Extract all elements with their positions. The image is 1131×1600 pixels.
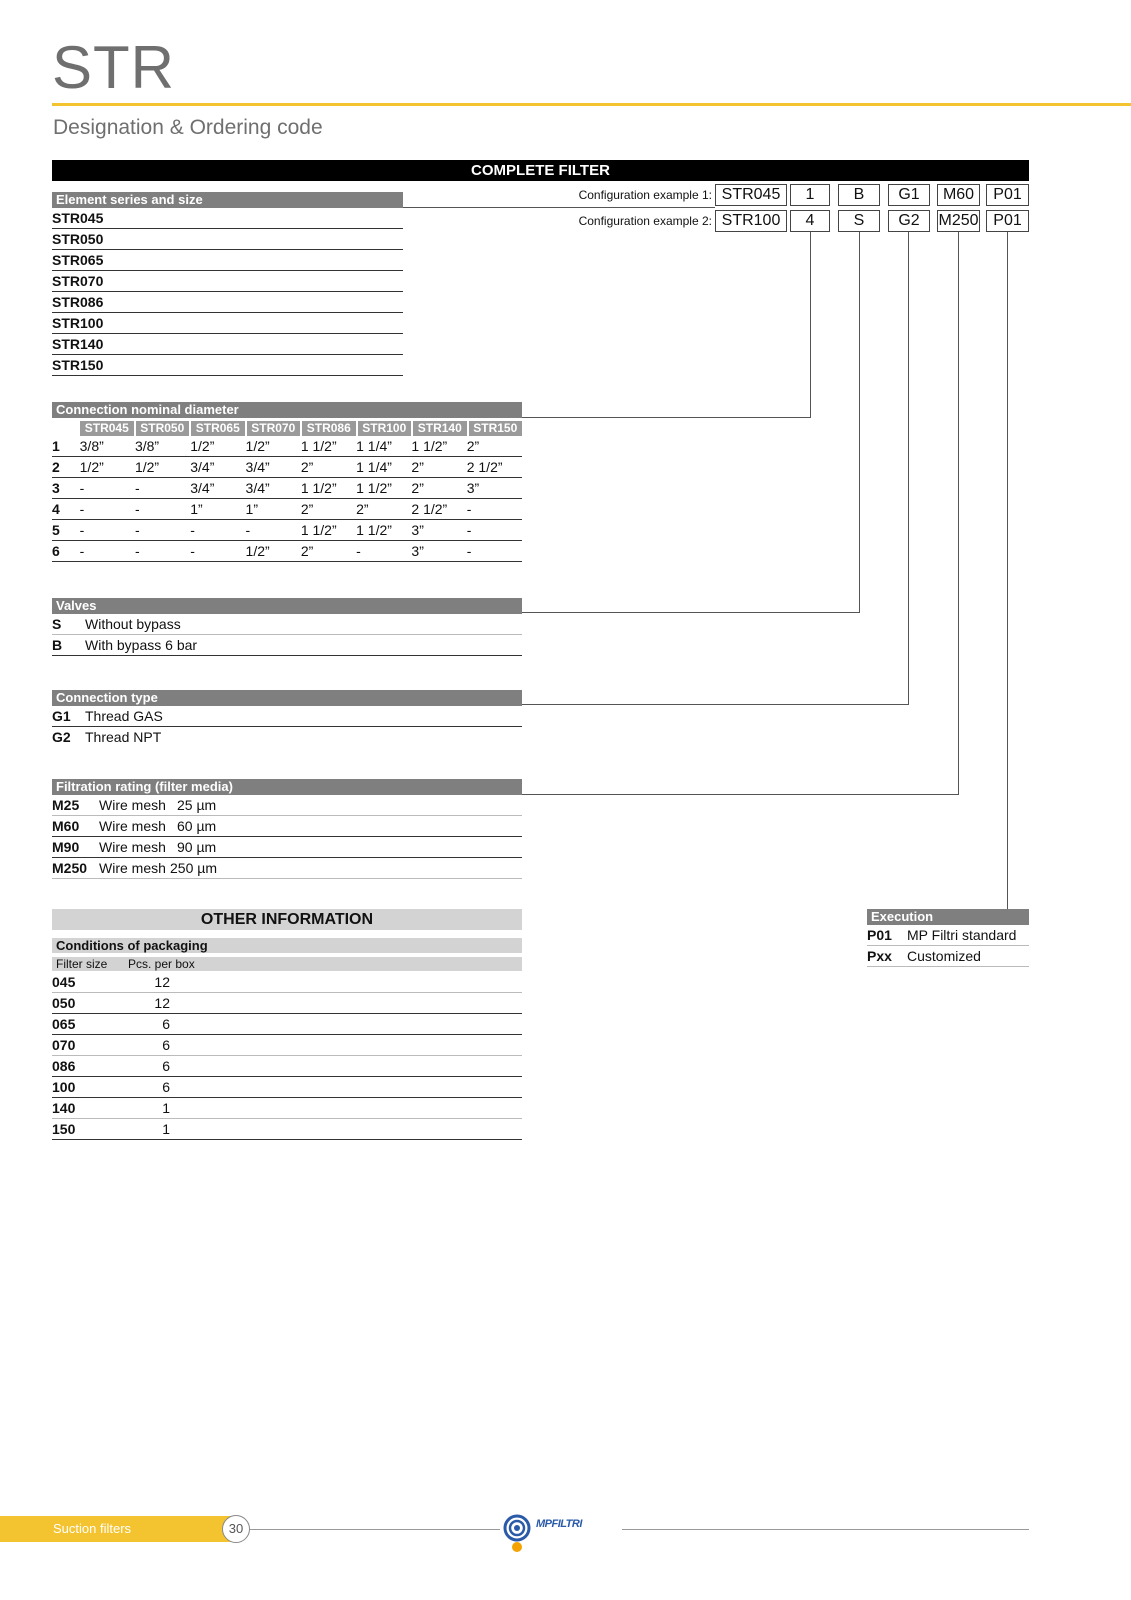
table-cell: 3” <box>411 543 424 559</box>
config-1-series: STR045 <box>715 184 787 206</box>
execution-code: P01 <box>867 927 892 943</box>
list-item: STR045 <box>52 208 403 229</box>
pcs-per-box: 6 <box>162 1016 170 1032</box>
connector-valves-v <box>859 232 860 613</box>
footer-section-bar <box>0 1516 232 1542</box>
filter-size: 140 <box>52 1100 76 1116</box>
other-info-title: OTHER INFORMATION <box>200 911 374 928</box>
config-example-2-label: Configuration example 2: <box>578 214 712 228</box>
list-item: STR050 <box>52 229 403 250</box>
filter-size: 070 <box>52 1037 76 1053</box>
valve-code: B <box>52 637 63 653</box>
complete-filter-title: COMPLETE FILTER <box>471 162 610 179</box>
table-cell: - <box>79 522 85 538</box>
filtration-code: M250 <box>52 860 88 876</box>
col-pcs-per-box: Pcs. per box <box>128 957 195 971</box>
list-item: STR140 <box>52 334 403 355</box>
table-cell: 1 1/2” <box>411 438 448 454</box>
connection-type-header: Connection type <box>52 690 522 706</box>
pcs-per-box: 6 <box>162 1058 170 1074</box>
valve-code: S <box>52 616 62 632</box>
table-cell: - <box>134 522 140 538</box>
table-cell: 1 1/2” <box>300 522 337 538</box>
table-row <box>52 1014 522 1035</box>
filtration-media: Wire mesh <box>99 797 166 813</box>
table-row <box>52 1119 522 1140</box>
pcs-per-box: 6 <box>162 1079 170 1095</box>
table-cell: 2” <box>300 459 314 475</box>
page-title: STR <box>52 34 175 101</box>
element-series-list <box>52 208 403 376</box>
mp-filtri-logo-icon <box>500 1514 540 1554</box>
table-cell: 3/8” <box>134 438 160 454</box>
brand-logo <box>500 1514 620 1554</box>
list-item: STR070 <box>52 271 403 292</box>
other-info-bar <box>52 909 522 930</box>
table-row <box>52 972 522 993</box>
list-item: STR065 <box>52 250 403 271</box>
packaging-column-headers <box>52 957 522 971</box>
table-cell: 2” <box>466 438 480 454</box>
filter-size: 086 <box>52 1058 76 1074</box>
element-series-header: Element series and size <box>52 192 403 208</box>
row-key: 4 <box>52 501 60 517</box>
table-row <box>52 1035 522 1056</box>
table-cell: 2” <box>356 501 369 517</box>
table-cell: - <box>245 522 251 538</box>
table-cell: - <box>134 543 140 559</box>
execution-header: Execution <box>867 909 1029 925</box>
table-cell: 1” <box>245 501 258 517</box>
list-item: STR086 <box>52 292 403 313</box>
footer-section-label: Suction filters <box>53 1521 132 1536</box>
column-header: STR100 <box>358 421 412 436</box>
list-item <box>52 614 522 635</box>
table-cell: 2” <box>300 543 314 559</box>
filtration-code: M60 <box>52 818 80 834</box>
column-header: STR070 <box>247 421 301 436</box>
column-header: STR140 <box>413 421 467 436</box>
row-key: 3 <box>52 480 60 496</box>
execution-desc: Customized <box>907 948 981 964</box>
execution-desc: MP Filtri standard <box>907 927 1017 943</box>
connector-valves-h <box>522 612 860 613</box>
pcs-per-box: 1 <box>162 1100 170 1116</box>
list-item: STR150 <box>52 355 403 376</box>
table-row <box>52 1077 522 1098</box>
list-item <box>52 816 522 837</box>
table-cell: 1/2” <box>190 438 215 454</box>
table-row <box>52 1056 522 1077</box>
complete-filter-bar <box>52 160 1029 181</box>
list-item <box>52 837 522 858</box>
filter-size: 045 <box>52 974 76 990</box>
pcs-per-box: 6 <box>162 1037 170 1053</box>
filtration-rating: 60 µm <box>177 818 217 834</box>
filtration-rating: 90 µm <box>177 839 217 855</box>
connection-header: Connection nominal diameter <box>52 402 522 418</box>
list-item <box>52 635 522 656</box>
config-1-filtration: M60 <box>937 184 980 206</box>
table-cell: 1/2” <box>79 459 104 475</box>
table-cell: 2” <box>411 480 424 496</box>
pcs-per-box: 1 <box>162 1121 170 1137</box>
config-2-filtration: M250 <box>937 210 980 232</box>
pcs-per-box: 12 <box>154 974 170 990</box>
config-2-connection: 4 <box>790 210 830 232</box>
table-cell: 1 1/2” <box>300 480 337 496</box>
table-cell: 1/2” <box>245 438 270 454</box>
config-2-execution: P01 <box>986 210 1029 232</box>
table-cell: - <box>79 501 85 517</box>
table-cell: 3” <box>466 480 480 496</box>
table-cell: - <box>466 543 472 559</box>
column-header: STR065 <box>191 421 245 436</box>
valve-desc: With bypass 6 bar <box>85 637 198 653</box>
connector-execution-v <box>1007 232 1008 910</box>
list-item <box>52 727 522 748</box>
column-header: STR150 <box>469 421 523 436</box>
table-cell: 1” <box>190 501 203 517</box>
table-row <box>52 520 522 541</box>
table-cell: 3/8” <box>79 438 104 454</box>
valves-list <box>52 614 522 656</box>
table-cell: - <box>190 522 195 538</box>
conn-type-desc: Thread GAS <box>85 708 163 724</box>
filtration-list <box>52 795 522 879</box>
list-item <box>52 795 522 816</box>
table-cell: 3” <box>411 522 424 538</box>
packaging-header: Conditions of packaging <box>52 938 522 953</box>
execution-code: Pxx <box>867 948 892 964</box>
conn-type-code: G2 <box>52 729 71 745</box>
filtration-header: Filtration rating (filter media) <box>52 779 522 795</box>
connection-type-list <box>52 706 522 748</box>
filter-size: 100 <box>52 1079 76 1095</box>
connector-connection-h <box>522 417 811 418</box>
connection-table <box>52 421 522 562</box>
table-row <box>52 1098 522 1119</box>
table-cell: - <box>356 543 361 559</box>
table-cell: 1/2” <box>134 459 160 475</box>
table-cell: - <box>134 480 140 496</box>
table-row <box>52 993 522 1014</box>
page-subtitle: Designation & Ordering code <box>53 116 323 139</box>
connector-filtration-v <box>958 232 959 794</box>
connector-conntype-v <box>908 232 909 705</box>
config-example-1-label: Configuration example 1: <box>578 188 712 202</box>
conn-type-desc: Thread NPT <box>85 729 162 745</box>
table-cell: 2 1/2” <box>411 501 448 517</box>
config-1-conn-type: G1 <box>888 184 930 206</box>
config-2-series: STR100 <box>715 210 787 232</box>
col-filter-size: Filter size <box>56 957 108 971</box>
filter-size: 150 <box>52 1121 76 1137</box>
table-cell: 2 1/2” <box>466 459 503 475</box>
conn-type-code: G1 <box>52 708 71 724</box>
config-2-valves: S <box>838 210 880 232</box>
filter-size: 065 <box>52 1016 76 1032</box>
filtration-rating: 25 µm <box>177 797 217 813</box>
filtration-code: M90 <box>52 839 80 855</box>
config-1-connection: 1 <box>790 184 830 206</box>
pcs-per-box: 12 <box>154 995 170 1011</box>
config-1-execution: P01 <box>986 184 1029 206</box>
row-key: 5 <box>52 522 60 538</box>
filtration-code: M25 <box>52 797 80 813</box>
table-cell: 1 1/4” <box>356 459 392 475</box>
table-cell: 1 1/2” <box>356 480 392 496</box>
table-cell: 2” <box>300 501 314 517</box>
table-cell: 3/4” <box>245 459 270 475</box>
column-header: STR086 <box>302 421 356 436</box>
config-1-valves: B <box>838 184 880 206</box>
table-cell: 1 1/4” <box>356 438 392 454</box>
row-key: 2 <box>52 459 60 475</box>
table-row <box>52 478 522 499</box>
filtration-media: Wire mesh <box>99 818 166 834</box>
table-cell: - <box>466 522 472 538</box>
table-cell: 3/4” <box>190 459 215 475</box>
table-row <box>52 436 522 457</box>
column-header: STR050 <box>136 421 190 436</box>
table-cell: - <box>79 480 85 496</box>
table-cell: 1 1/2” <box>300 438 337 454</box>
filter-size: 050 <box>52 995 76 1011</box>
list-item <box>52 706 522 727</box>
column-header: STR045 <box>80 421 134 436</box>
connector-filtration-h <box>522 794 959 795</box>
row-key: 6 <box>52 543 60 559</box>
table-cell: 1 1/2” <box>356 522 392 538</box>
table-cell: 2” <box>411 459 424 475</box>
list-item <box>867 946 1029 967</box>
connector-connection-v <box>810 232 811 417</box>
table-cell: - <box>134 501 140 517</box>
config-2-conn-type: G2 <box>888 210 930 232</box>
filtration-media: Wire mesh <box>99 839 166 855</box>
valve-desc: Without bypass <box>85 616 181 632</box>
execution-list <box>867 925 1029 967</box>
table-cell: - <box>79 543 85 559</box>
filtration-media: Wire mesh <box>99 860 166 876</box>
connection-column-headers <box>52 421 522 436</box>
connector-conntype-h <box>522 704 909 705</box>
table-row <box>52 541 522 562</box>
table-cell: 1/2” <box>245 543 270 559</box>
table-cell: - <box>190 543 195 559</box>
brand-wordmark: MPFILTRI <box>536 1518 582 1530</box>
footer-rule-left <box>250 1529 500 1530</box>
table-row <box>52 499 522 520</box>
table-row <box>52 457 522 478</box>
page-number: 30 <box>222 1515 250 1543</box>
packaging-table <box>52 972 522 1140</box>
list-item <box>867 925 1029 946</box>
valves-header: Valves <box>52 598 522 614</box>
list-item <box>52 858 522 879</box>
connector-series-h <box>403 207 715 208</box>
list-item: STR100 <box>52 313 403 334</box>
row-key: 1 <box>52 438 60 454</box>
header-rule <box>52 103 1131 106</box>
footer-rule-right <box>622 1529 1029 1530</box>
table-cell: - <box>466 501 472 517</box>
filtration-rating: 250 µm <box>170 860 217 876</box>
table-cell: 3/4” <box>245 480 270 496</box>
table-cell: 3/4” <box>190 480 215 496</box>
